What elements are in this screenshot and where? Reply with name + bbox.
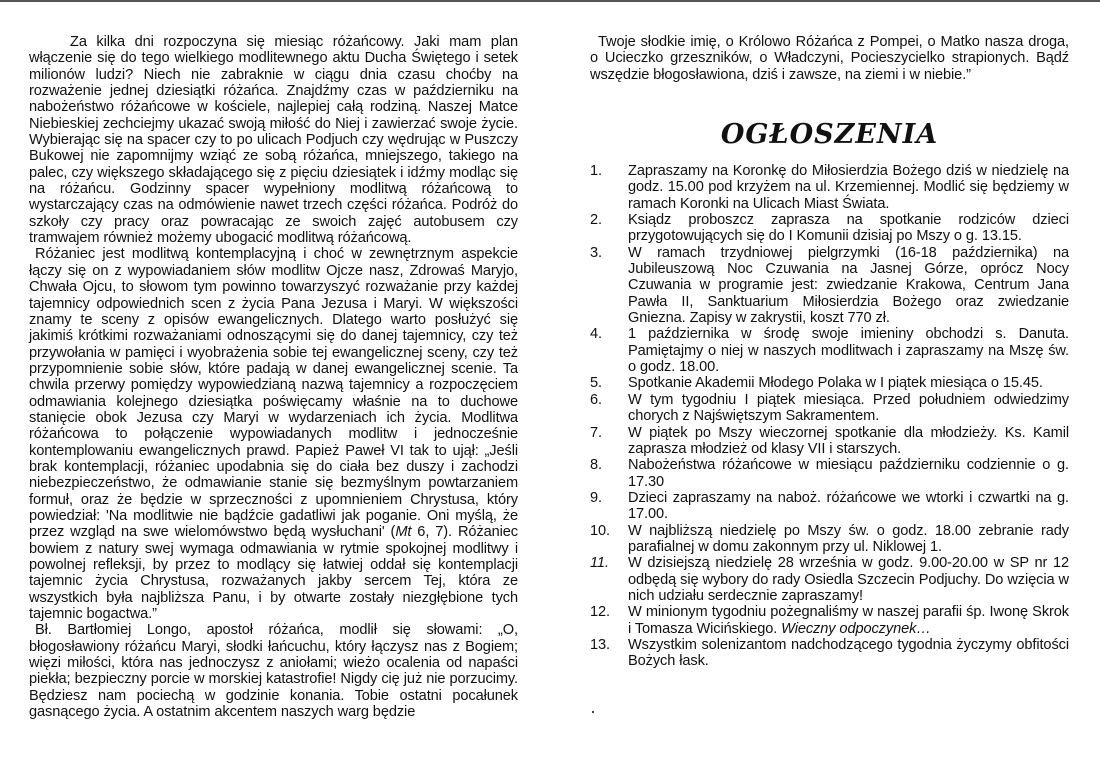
item-text: W tym tygodniu I piątek miesiąca. Przed południem odwiedzimy chorych z Najświętszym Sakramentem. — [628, 391, 1069, 425]
announcement-item — [590, 490, 1069, 523]
item-text: W ramach trzydniowej pielgrzymki (16-18 października) na Jubileuszową Noc Czuwania na Jasnej Górze, oprócz Nocy Czuwania w programie jest: zwiedzanie Krakowa, Centrum Jana Pawła II, Sanktuarium Miłosierdzia Bożego oraz zwiedzanie Gniezna. Zapisy w zakrystii, koszt 770 zł. — [628, 244, 1069, 327]
prayer-quote-end: Twoje słodkie imię, o Królowo Różańca z Pompei, o Matko nasza droga, o Ucieczko grzeszników, o Władczyni, Pocieszycielko strapionych. Bądź wszędzie błogosławiona, dziś i zawsze, na ziemi i w niebie.” — [590, 34, 1069, 83]
item-number: 3. — [590, 244, 602, 261]
paragraph-text: Różaniec jest modlitwą kontemplacyjną i choć w zewnętrznym aspekcie łączy się on z wypowiadaniem słów modlitw Ojcze nasz, Zdrowaś Maryjo, Chwała Ojcu, to słowom tym powinno towarzyszyć rozważanie przy każdej tajemnicy odpowiednich scen z życia Pana Jezusa i Maryi. W większości znamy te sceny z opisów ewangelicznych. Dlatego warto posłużyć się jakimiś krótkimi rozważaniami odnoszącymi się do danej tajemnicy, czy też przywołania w pamięci i wyobrażenia sobie tej ewangelicznej sceny, czy też przypomnienie sobie słów, które padają w danej ewangelicznej scenie. Ta chwila przerwy pomiędzy wypowiedzianą nazwą tajemnicy a rozpoczęciem odmawiania kolejnego dziesiątka poświęcamy właśnie na to duchowe stanięcie obok Jezusa czy Maryi w wydarzeniach ich życia. Modlitwa różańcowa to połączenie wypowiadanych modlitw i jednocześnie kontemplowaniu ewangelicznych prawd. Papież Paweł VI tak to ujął: „Jeśli brak kontemplacji, różaniec upodabnia się do ciała bez duszy i zachodzi niebezpieczeństwo, że odmawianie stanie się bezmyślnym powtarzaniem formuł, oraz że będzie w sprzeczności z upomnieniem Chrystusa, który powiedział: 'Na modlitwie nie bądźcie gadatliwi jak poganie. Oni myślą, że przez wzgląd na swe wielomówstwo będą wysłuchani' ( — [29, 246, 518, 541]
item-number: 5. — [590, 375, 602, 392]
item-text: 1 października w środę swoje imieniny obchodzi s. Danuta. Pamiętajmy o niej w naszych modlitwach i zapraszamy na Mszę św. o godz. 18.00. — [628, 326, 1069, 376]
announcement-item — [590, 637, 1069, 670]
item-number: 2. — [590, 212, 602, 229]
item-text: Spotkanie Akademii Młodego Polaka w I piątek miesiąca o 15.45. — [628, 375, 1043, 392]
page-top-border — [0, 0, 1100, 2]
right-page — [590, 34, 1069, 778]
announcement-item — [590, 245, 1069, 327]
left-page — [29, 34, 518, 720]
paragraph-rosary-month: Za kilka dni rozpoczyna się miesiąc różańcowy. Jaki mam plan włączenie się do tego wielkiego modlitewnego aktu Ducha Świętego i setek milionów ludzi? Niech nie zabraknie w ciągu dnia czasu choćby na rozważenie jednej dziesiątki różańca. Znajdźmy czas w październiku na nabożeństwo różańcowe w kościele, najlepiej całą rodziną. Naszej Matce Niebieskiej zechciejmy ukazać swoją miłość do Niej i zawierzać swoje życie. Wybierając się na spacer czy to po ulicach Podjuch czy wędrując w Puszczy Bukowej nie zapomnijmy wziąć ze sobą różańca, mniejszego, takiego na palec, czy większego składającego się z pięciu dziesiątek i idźmy modląc się na różańcu. Godzinny spacer wypełniony modlitwą różańcową to wystarczający czas na odmówienie nawet trzech części różańca. Podróż do szkoły czy pracy oraz powracając ze swoich zajęć autobusem czy tramwajem również możemy ubogacić modlitwą różańcową. — [29, 34, 518, 247]
announcement-item — [590, 604, 1069, 637]
item-number: 1. — [590, 163, 602, 179]
announcements-title: OGŁOSZENIA — [720, 119, 939, 150]
paragraph-text-continued: 6, 7). Różaniec bowiem z natury swej wymaga odmawiania w rytmie spokojnej modlitwy i powolnej refleksji, by przez to modlący się łatwiej oddał się kontemplacji tajemnic życia Chrystusa, rozważanych jakby sercem Tej, która ze wszystkich była najbliższa Panu, i by otwarte zostały niezgłębione tych tajemnic bogactwa.” — [29, 524, 519, 623]
paragraph-longo-prayer: Bł. Bartłomiej Longo, apostoł różańca, modlił się słowami: „O, błogosławiony różańcu Maryi, słodki łańcuchu, który łączysz nas z Bogiem; więzi miłości, która nas jednoczysz z aniołami; wieżo ocalenia od napaści piekła; bezpieczny porcie w morskiej katastrofie! Nigdy cię już nie porzucimy. Będziesz nam pociechą w godzinie konania. Tobie ostatni pocałunek gasnącego życia. A ostatnim akcentem naszych warg będzie — [29, 622, 518, 721]
item-text: Ksiądz proboszcz zaprasza na spotkanie rodziców dzieci przygotowujących się do I Komunii dzisiaj po Mszy o g. 13.15. — [628, 212, 1069, 245]
item-number: 9. — [590, 489, 602, 506]
item-text: Zapraszamy na Koronkę do Miłosierdzia Bożego dziś w niedzielę na godz. 15.00 pod krzyżem na ul. Krzemiennej. Modlić się będziemy w ramach Koronki na Ulicach Miast Świata. — [628, 163, 1069, 212]
bible-citation: Mt — [395, 524, 412, 541]
announcements-list — [590, 163, 1069, 670]
announcement-item — [590, 326, 1069, 375]
announcement-item — [590, 375, 1069, 391]
announcement-item — [590, 212, 1069, 245]
item-number: 4. — [590, 326, 602, 343]
item-text-italic: Wieczny odpoczynek… — [781, 620, 931, 637]
item-text: Dzieci zapraszamy na naboż. różańcowe we wtorki i czwartki na g. 17.00. — [628, 489, 1069, 523]
item-text: Wszystkim solenizantom nadchodzącego tygodnia życzymy obfitości Bożych łask. — [628, 636, 1069, 670]
item-text: W piątek po Mszy wieczornej spotkanie dla młodzieży. Ks. Kamil zaprasza młodzież od klasy VII i starszych. — [628, 424, 1069, 457]
item-number: 8. — [590, 457, 602, 474]
trailing-period-mark — [592, 711, 594, 713]
announcement-item — [590, 555, 1069, 604]
announcement-item — [590, 392, 1069, 425]
item-text: Nabożeństwa różańcowe w miesiącu październiku codziennie o g. 17.30 — [628, 457, 1069, 490]
item-text: W dzisiejszą niedzielę 28 września w godz. 9.00-20.00 w SP nr 12 odbędą się wybory do rady Osiedla Szczecin Podjuchy. Do wzięcia w nich udziału serdecznie zapraszamy! — [628, 555, 1069, 604]
announcement-item — [590, 425, 1069, 458]
announcement-item — [590, 457, 1069, 490]
paragraph-contemplative-prayer — [29, 246, 518, 622]
item-number: 12. — [590, 604, 610, 621]
item-number: 11. — [590, 555, 609, 572]
item-text: W minionym tygodniu pożegnaliśmy w naszej parafii śp. Iwonę Skrok i Tomasza Wicińskiego. — [628, 604, 1069, 637]
item-number: 13. — [590, 636, 610, 653]
item-number: 6. — [590, 391, 602, 408]
item-number: 7. — [590, 424, 602, 441]
announcement-item — [590, 523, 1069, 556]
announcement-item — [590, 163, 1069, 212]
item-number: 10. — [590, 522, 610, 539]
item-text: W najbliższą niedzielę po Mszy św. o godz. 18.00 zebranie rady parafialnej w domu zakonnym przy ul. Niklowej 1. — [628, 522, 1069, 555]
